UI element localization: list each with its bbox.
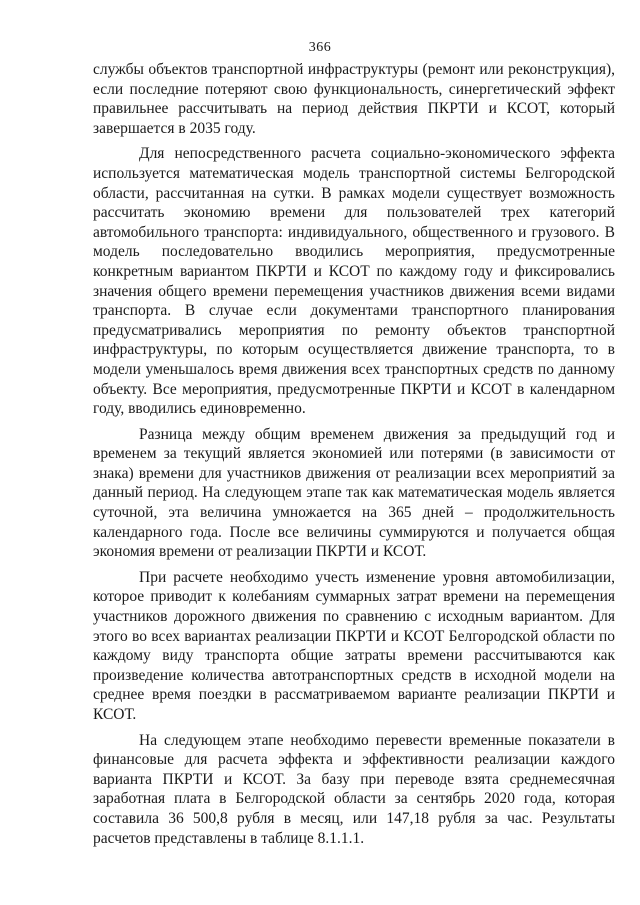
- paragraph-motorization: При расчете необходимо учесть изменение уровня автомобилизации, которое приводит к колебаниям суммарных затрат времени на перемещения участников дорожного движения по сравнению с исходным вариантом. Для этого во всех вариантах реализации ПКРТИ и КСОТ Белгородской области по каждому виду транспорта общие затраты времени рассчитываются как произведение количества автотранспортных средств в исходной модели на среднее время поездки в рассматриваемом варианте реализации ПКРТИ и КСОТ.: [93, 568, 615, 723]
- paragraph-continuation: службы объектов транспортной инфраструктуры (ремонт или реконструкция), если последние потеряют свою функциональность, синергетический эффект правильнее рассчитывать на период действия ПКРТИ и КСОТ, который завершается в 2035 году.: [93, 61, 615, 137]
- paragraph-model-description: Для непосредственного расчета социально-экономического эффекта используется математическая модель транспортной системы Белгородской области, рассчитанная на сутки. В рамках модели существует возможность рассчитать экономию времени для пользователей трех категорий автомобильного транспорта: индивидуального, общественного и грузового. В модель последовательно вводились мероприятия, предусмотренные конкретным вариантом ПКРТИ и КСОТ по каждому году и фиксировались значения общего времени перемещения участников движения всеми видами транспорта. В случае если документами транспортного планирования предусматривались мероприятия по ремонту объектов транспортной инфраструктуры, по которым осуществляется движение транспорта, то в модели уменьшалось время движения всех транспортных средств по данному объекту. Все мероприятия, предусмотренные ПКРТИ и КСОТ в календарном году, вводились единовременно.: [93, 145, 615, 418]
- paragraph-financial-conversion: На следующем этапе необходимо перевести временные показатели в финансовые для расчета эффекта и эффективности реализации каждого варианта ПКРТИ и КСОТ. За базу при переводе взята среднемесячная заработная плата в Белгородской области за сентябрь 2020 года, которая составила 36 500,8 рубля в месяц, или 147,18 рубля за час. Результаты расчетов представлены в таблице 8.1.1.1.: [93, 731, 615, 847]
- page-number: 366: [308, 40, 332, 55]
- document-body: [93, 60, 615, 854]
- paragraph-time-difference: Разница между общим временем движения за предыдущий год и временем за текущий является экономией или потерями (в зависимости от знака) времени для участников движения от реализации всех мероприятий за данный период. На следующем этапе так как математическая модель является суточной, эта величина умножается на 365 дней – продолжительность календарного года. После все величины суммируются и получается общая экономия времени от реализации ПКРТИ и КСОТ.: [93, 425, 615, 561]
